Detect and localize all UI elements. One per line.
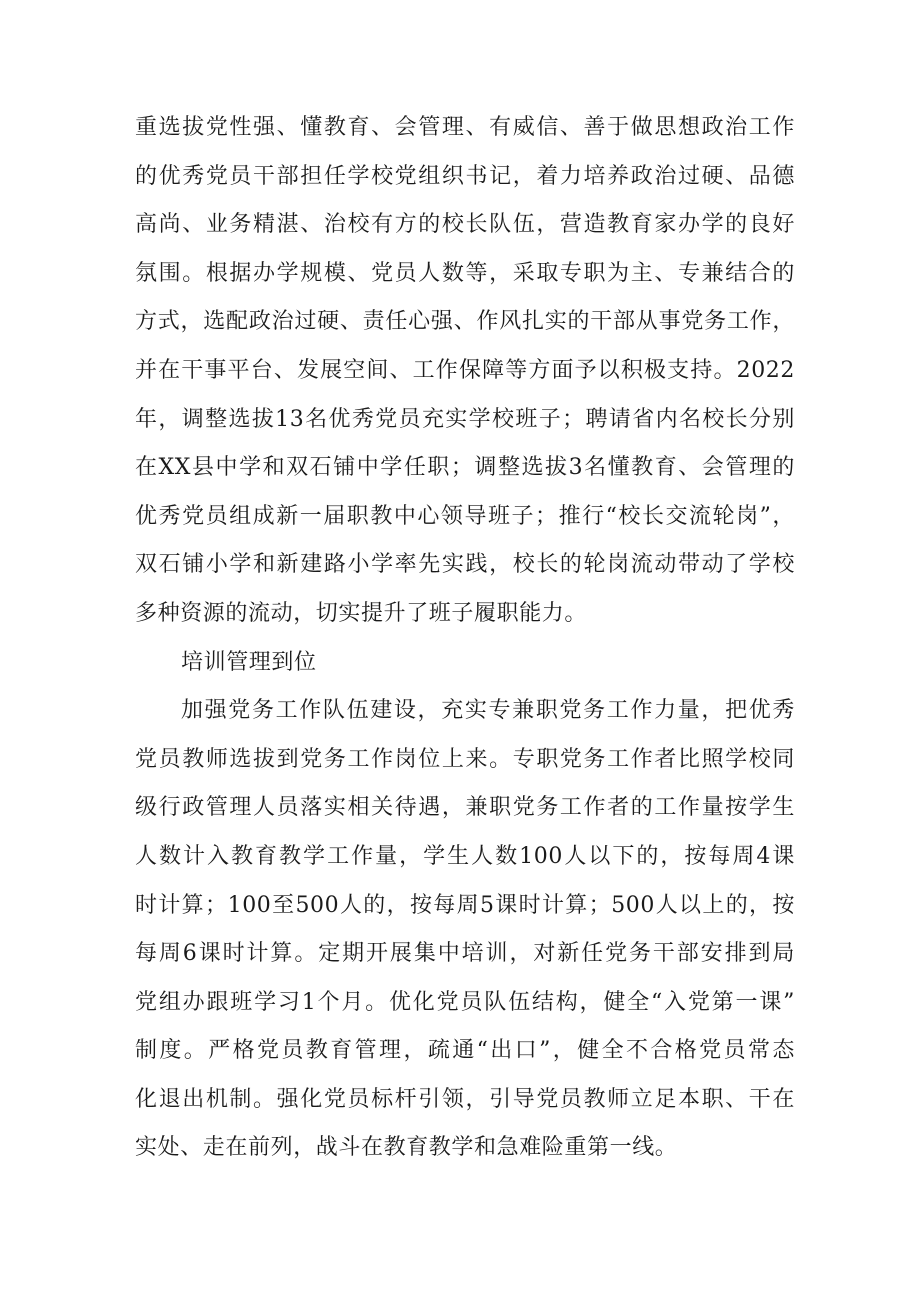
text-line: 重选拔党性强、懂教育、会管理、有威信、善于做思想政治工作 <box>135 115 795 140</box>
text-line: 实处、走在前列，战斗在教育教学和急难险重第一线。 <box>135 1135 678 1161</box>
text-line: 级行政管理人员落实相关待遇，兼职党务工作者的工作量按学生 <box>135 795 795 821</box>
text-line: 加强党务工作队伍建设，充实专兼职党务工作力量，把优秀 <box>181 698 795 724</box>
text-line: 党组办跟班学习1个月。优化党员队伍结构，健全“入党第一课” <box>135 989 795 1015</box>
text-line: 并在干事平台、发展空间、工作保障等方面予以积极支持。2022 <box>135 357 795 383</box>
text-line: 每周6课时计算。定期开展集中培训，对新任党务干部安排到局 <box>135 941 795 967</box>
text-line: 方式，选配政治过硬、责任心强、作风扎实的干部从事党务工作， <box>135 309 795 335</box>
heading-text: 培训管理到位 <box>181 649 317 675</box>
text-line: 人数计入教育教学工作量，学生人数100人以下的，按每周4课 <box>135 843 795 869</box>
text-line: 年，调整选拔13名优秀党员充实学校班子；聘请省内名校长分别 <box>135 406 795 432</box>
paragraph-appointment <box>135 104 795 639</box>
section-heading <box>135 639 795 688</box>
text-line: 的优秀党员干部担任学校党组织书记，着力培养政治过硬、品德 <box>135 163 795 189</box>
document-body <box>135 104 795 1173</box>
text-line: 双石铺小学和新建路小学率先实践，校长的轮岗流动带动了学校 <box>135 552 795 578</box>
text-line: 党员教师选拔到党务工作岗位上来。专职党务工作者比照学校同 <box>135 746 795 772</box>
text-line: 高尚、业务精湛、治校有方的校长队伍，营造教育家办学的良好 <box>135 212 795 238</box>
text-line: 化退出机制。强化党员标杆引领，引导党员教师立足本职、干在 <box>135 1086 795 1112</box>
text-line: 在XX县中学和双石铺中学任职；调整选拔3名懂教育、会管理的 <box>135 455 795 481</box>
text-line: 制度。严格党员教育管理，疏通“出口”，健全不合格党员常态 <box>135 1038 795 1064</box>
text-line: 优秀党员组成新一届职教中心领导班子；推行“校长交流轮岗”， <box>135 503 795 529</box>
text-line: 多种资源的流动，切实提升了班子履职能力。 <box>135 600 588 626</box>
paragraph-training <box>135 687 795 1173</box>
text-line: 氛围。根据办学规模、党员人数等，采取专职为主、专兼结合的 <box>135 260 795 286</box>
text-line: 时计算；100至500人的，按每周5课时计算；500人以上的，按 <box>135 892 795 918</box>
